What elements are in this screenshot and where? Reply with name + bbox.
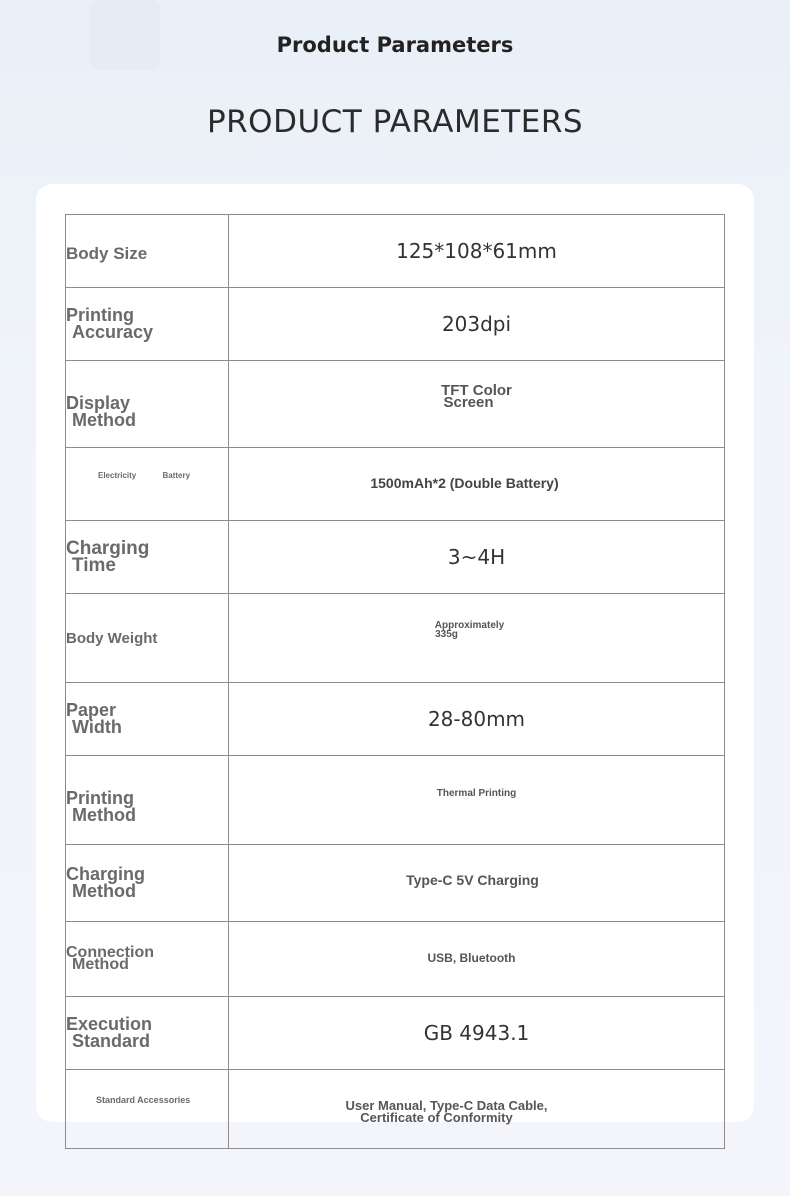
param-value-text: 3~4H [447, 545, 506, 569]
param-label-line: Width [72, 717, 122, 737]
param-label [66, 1070, 229, 1149]
param-label [66, 845, 229, 922]
param-value-text: GB 4943.1 [423, 1021, 530, 1045]
param-label-line: Method [72, 956, 129, 973]
table-row [66, 756, 725, 845]
param-value-line: User Manual, Type-C Data Cable, [345, 1098, 548, 1113]
param-label [66, 756, 229, 845]
param-value-line: 335g [435, 629, 458, 640]
param-value [229, 997, 725, 1070]
param-value [229, 845, 725, 922]
table-row [66, 594, 725, 683]
parameters-table [65, 214, 725, 1149]
table-row [66, 288, 725, 361]
param-label-line: Paper [66, 700, 117, 720]
param-value [229, 521, 725, 594]
param-label-line: Printing [66, 305, 134, 325]
param-label-line: Charging [66, 864, 145, 884]
param-label-text: Body Weight [66, 629, 158, 647]
table-row [66, 845, 725, 922]
param-label-line: Display [66, 393, 131, 413]
table-row [66, 683, 725, 756]
param-label [66, 594, 229, 683]
param-label [66, 288, 229, 361]
table-row [66, 1070, 725, 1149]
param-label-line: Connection [66, 944, 154, 961]
param-label-line: Method [72, 410, 136, 430]
param-value [229, 215, 725, 288]
param-label-line: Charging [66, 538, 150, 559]
table-row [66, 215, 725, 288]
param-label-line: Method [72, 805, 136, 825]
param-value [229, 594, 725, 683]
param-value-text: USB, Bluetooth [427, 951, 516, 965]
table-row [66, 361, 725, 448]
param-label-text: Battery [162, 470, 191, 480]
param-label-text: Body Size [66, 243, 148, 263]
param-value-text: 125*108*61mm [396, 239, 557, 263]
param-label [66, 521, 229, 594]
param-value-text: 203dpi [441, 312, 512, 336]
page-subtitle: PRODUCT PARAMETERS [206, 104, 584, 140]
param-label [66, 922, 229, 997]
table-row [66, 997, 725, 1070]
param-label [66, 683, 229, 756]
param-label-line: Execution [66, 1014, 153, 1034]
param-label-line: Printing [66, 788, 134, 808]
param-label-line: Time [72, 555, 117, 576]
param-value-line: Approximately [434, 620, 505, 631]
param-label-line: Method [72, 881, 136, 901]
param-value-line: Screen [443, 394, 494, 411]
param-value [229, 922, 725, 997]
param-label [66, 361, 229, 448]
param-value-line: Certificate of Conformity [360, 1110, 513, 1125]
param-value-text: Thermal Printing [436, 788, 517, 799]
param-value [229, 1070, 725, 1149]
param-value [229, 756, 725, 845]
page-title: Product Parameters [276, 33, 514, 57]
param-value [229, 448, 725, 521]
param-label-text: Standard Accessories [96, 1095, 191, 1105]
param-value [229, 683, 725, 756]
param-label [66, 215, 229, 288]
param-label-text: Electricity [98, 470, 137, 480]
param-value-text: Type-C 5V Charging [406, 872, 539, 888]
param-value-line: TFT Color [441, 382, 512, 399]
param-label [66, 448, 229, 521]
table-row [66, 922, 725, 997]
param-label-line: Standard [72, 1031, 151, 1051]
table-row [66, 521, 725, 594]
table-row [66, 448, 725, 521]
param-label-line: Accuracy [72, 322, 154, 342]
param-value [229, 288, 725, 361]
param-value-text: 28-80mm [427, 707, 526, 731]
param-value [229, 361, 725, 448]
param-value-text: 1500mAh*2 (Double Battery) [370, 475, 559, 491]
param-label [66, 997, 229, 1070]
